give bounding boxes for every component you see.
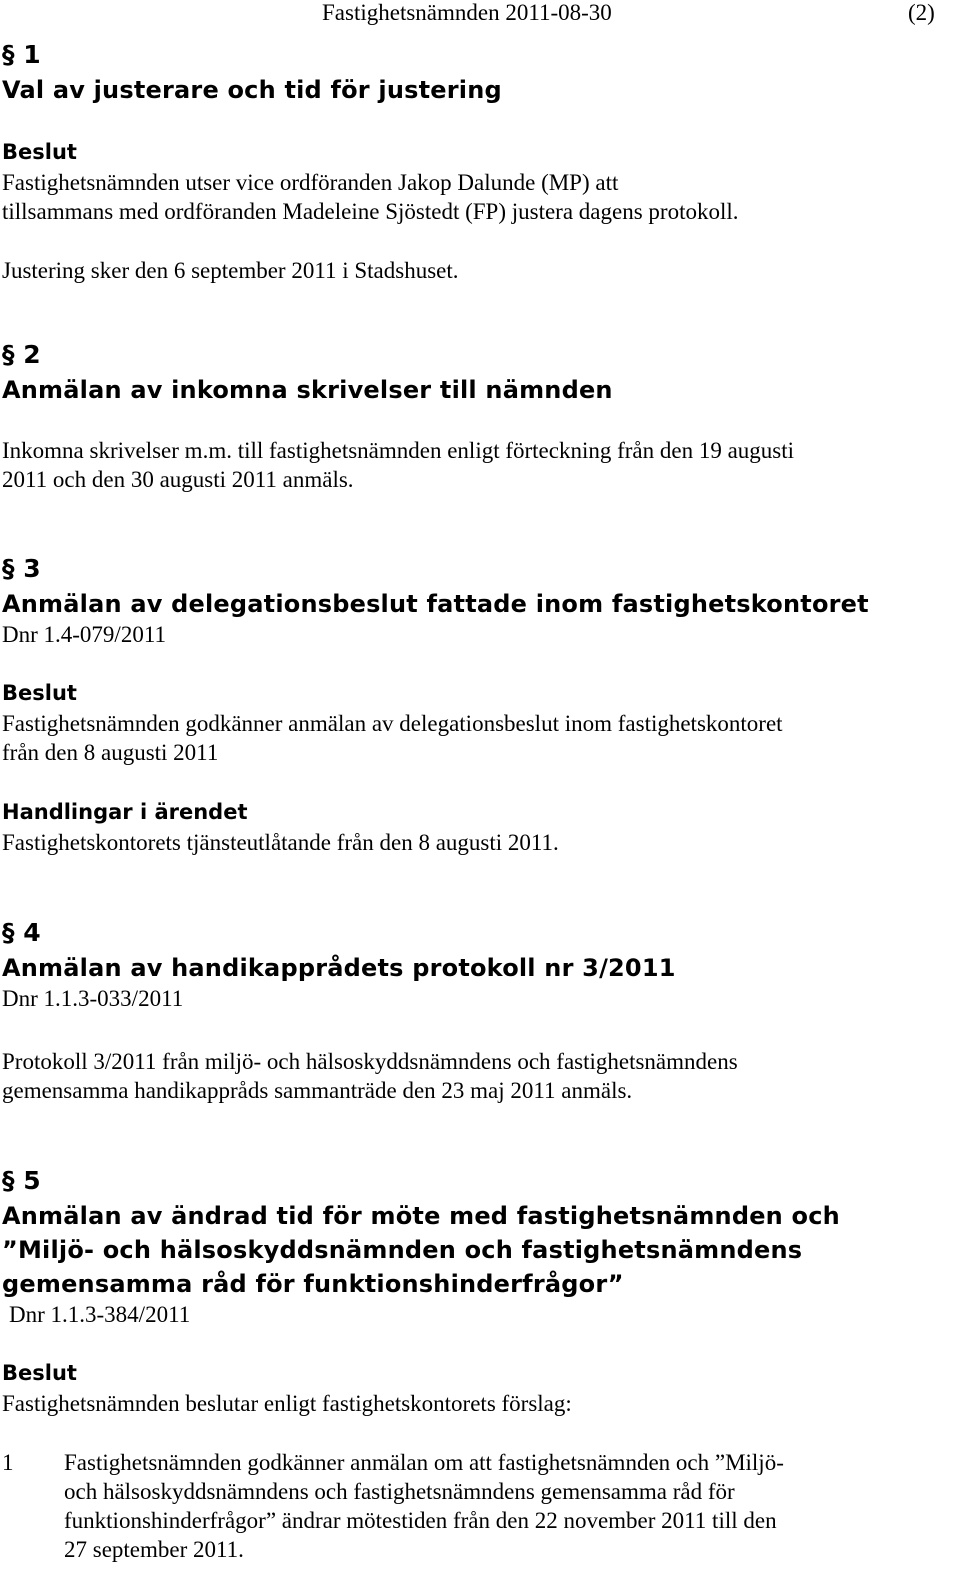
section-4-dnr: Dnr 1.1.3-033/2011 [2,986,184,1011]
header-title: Fastighetsnämnden 2011-08-30 [322,0,612,25]
section-5-item-line-2: och hälsoskyddsnämndens och fastighetsnämndens gemensamma råd för [64,1479,735,1504]
section-2-mark: § 2 [2,340,41,369]
section-5-beslut-label: Beslut [2,1361,77,1385]
section-3-mark: § 3 [2,554,41,583]
section-1-beslut-label: Beslut [2,140,77,164]
section-1-mark: § 1 [2,40,41,69]
section-5-item-line-4: 27 september 2011. [64,1537,244,1562]
section-4-mark: § 4 [2,918,41,947]
section-2-text-line-1: Inkomna skrivelser m.m. till fastighetsnämnden enligt förteckning från den 19 augusti [2,438,795,463]
section-5-title-line-2: ”Miljö- och hälsoskyddsnämnden och fastighetsnämndens [2,1236,803,1264]
section-4-text-line-1: Protokoll 3/2011 från miljö- och hälsoskyddsnämndens och fastighetsnämndens [2,1049,738,1074]
section-5-dnr: Dnr 1.1.3-384/2011 [9,1302,191,1327]
section-3-text-line-2: från den 8 augusti 2011 [2,740,219,765]
section-3-text-line-1: Fastighetsnämnden godkänner anmälan av delegationsbeslut inom fastighetskontoret [2,711,783,736]
section-5-item-line-3: funktionshinderfrågor” ändrar mötestiden från den 22 november 2011 till den [64,1508,777,1533]
section-1-text-line-2: tillsammans med ordföranden Madeleine Sjöstedt (FP) justera dagens protokoll. [2,199,739,224]
section-3-dnr: Dnr 1.4-079/2011 [2,622,166,647]
section-4-title: Anmälan av handikapprådets protokoll nr 3/2011 [2,954,676,982]
section-3-handlingar-label: Handlingar i ärendet [2,800,248,824]
section-4-text-line-2: gemensamma handikappråds sammanträde den 23 maj 2011 anmäls. [2,1078,633,1103]
section-5-mark: § 5 [2,1166,41,1195]
section-5-item-line-1: Fastighetsnämnden godkänner anmälan om att fastighetsnämnden och ”Miljö- [64,1450,784,1475]
section-3-beslut-label: Beslut [2,681,77,705]
section-2-text-line-2: 2011 och den 30 augusti 2011 anmäls. [2,467,354,492]
section-5-title-line-1: Anmälan av ändrad tid för möte med fastighetsnämnden och [2,1202,840,1230]
section-1-title: Val av justerare och tid för justering [2,76,502,104]
section-1-text-line-1: Fastighetsnämnden utser vice ordföranden Jakop Dalunde (MP) att [2,170,619,195]
section-2-title: Anmälan av inkomna skrivelser till nämnden [2,376,613,404]
section-3-handlingar-text: Fastighetskontorets tjänsteutlåtande från den 8 augusti 2011. [2,830,559,855]
section-3-title: Anmälan av delegationsbeslut fattade inom fastighetskontoret [2,590,869,618]
section-5-text: Fastighetsnämnden beslutar enligt fastighetskontorets förslag: [2,1391,572,1416]
section-5-item-number: 1 [2,1450,14,1475]
page-number: (2) [908,0,935,25]
section-1-justering-text: Justering sker den 6 september 2011 i Stadshuset. [2,258,459,283]
section-5-title-line-3: gemensamma råd för funktionshinderfrågor” [2,1270,624,1298]
